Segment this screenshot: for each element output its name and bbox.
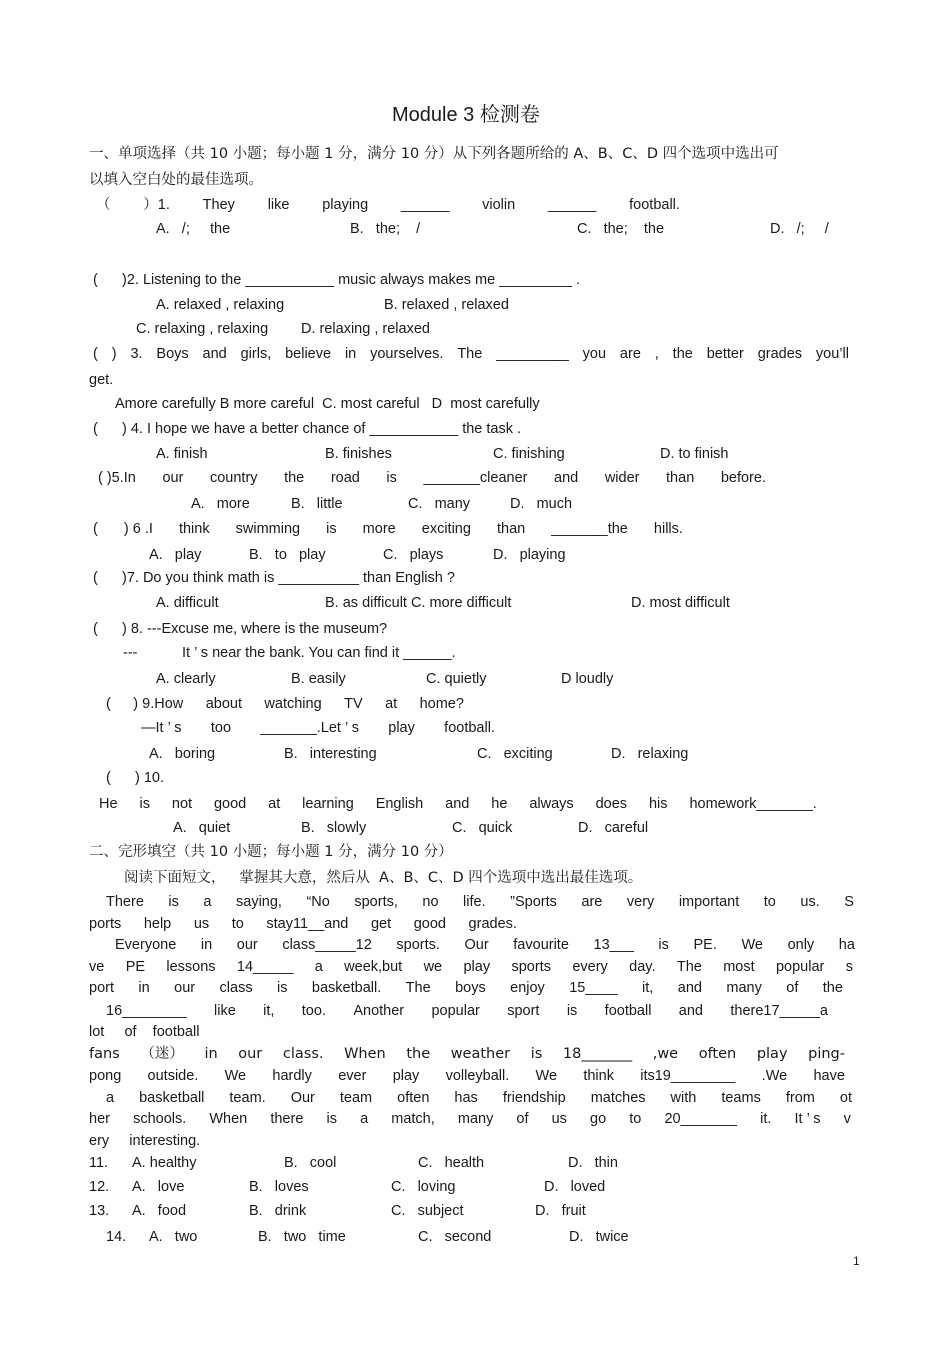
word: sports, (354, 894, 398, 910)
word: its19________ (640, 1068, 736, 1084)
word: a (314, 959, 323, 975)
word: grades. (468, 916, 517, 932)
word: us. (800, 894, 820, 910)
q14-number: 14. (106, 1229, 127, 1245)
word: wider (604, 470, 640, 486)
word: we (423, 959, 443, 975)
word: homework_______. (689, 796, 817, 812)
word: a (203, 894, 212, 910)
word: exciting (421, 521, 471, 537)
q14-option-d: D. twice (569, 1229, 629, 1245)
word: watching (264, 696, 322, 712)
q8-option-c: C. quietly (426, 671, 487, 687)
word: s (845, 959, 853, 975)
passage-line-4 (89, 958, 853, 976)
word: v (843, 1111, 851, 1127)
word: PE. (693, 937, 717, 953)
word: .We (761, 1068, 788, 1084)
passage-line-10 (106, 1089, 852, 1107)
q7-stem: ( )7. Do you think math is __________ than English ? (93, 570, 455, 586)
passage-line-12: ery interesting. (89, 1133, 201, 1149)
word: friendship (502, 1090, 566, 1106)
word: does (595, 796, 628, 812)
word: in (200, 937, 213, 953)
word: play (463, 959, 491, 975)
word: outside. (147, 1068, 199, 1084)
word: is (658, 937, 669, 953)
word: “No (306, 894, 330, 910)
word: favourite (513, 937, 569, 953)
q10-option-b: B. slowly (301, 820, 367, 836)
q14-option-b: B. two time (258, 1229, 346, 1245)
q12-option-d: D. loved (544, 1179, 606, 1195)
word: with (670, 1090, 697, 1106)
word: 20_______ (664, 1111, 738, 1127)
word: （ (96, 197, 111, 213)
word: 13___ (593, 937, 634, 953)
word: football (604, 1003, 652, 1019)
word: ）1. (143, 197, 170, 213)
passage-line-11 (89, 1110, 851, 1128)
q8-reply: It ’ s near the bank. You can find it ______. (182, 645, 456, 661)
word: stay11__and (266, 916, 349, 932)
q2-stem: ( )2. Listening to the ___________ music always makes me _________ . (93, 272, 580, 288)
q9-option-a: A. boring (149, 746, 216, 762)
word: We (535, 1068, 558, 1084)
word: are (581, 894, 603, 910)
word: When (344, 1046, 386, 1062)
word: We (224, 1068, 247, 1084)
word: team (339, 1090, 373, 1106)
word: Everyone (115, 937, 177, 953)
word: teams (721, 1090, 761, 1106)
page-title: Module 3 检测卷 (392, 104, 540, 126)
word: and (202, 346, 227, 362)
word: our (174, 980, 196, 996)
word: road (330, 470, 360, 486)
word: ( (106, 696, 111, 712)
q4-option-a: A. finish (156, 446, 208, 462)
word: is (530, 1046, 543, 1062)
q9-stem (106, 695, 464, 713)
q6-option-a: A. play (149, 547, 202, 563)
word: no (422, 894, 439, 910)
word: It ’ s (794, 1111, 821, 1127)
word: play (392, 1068, 420, 1084)
word: saying, (236, 894, 282, 910)
q6-option-b: B. to play (249, 547, 326, 563)
q4-option-c: C. finishing (493, 446, 565, 462)
word: class_____12 (282, 937, 372, 953)
word: football. (629, 197, 680, 213)
word: better (706, 346, 744, 362)
q13-option-c: C. subject (391, 1203, 464, 1219)
word: have (813, 1068, 845, 1084)
q5-option-b: B. little (291, 496, 343, 512)
word: Our (464, 937, 489, 953)
word: pong (89, 1068, 122, 1084)
q11-option-c: C. health (418, 1155, 485, 1171)
q8-stem: ( ) 8. ---Excuse me, where is the museum? (93, 621, 388, 637)
passage-line-7: lot of football (89, 1024, 200, 1040)
word: sports (511, 959, 551, 975)
word: only (787, 937, 815, 953)
word: When (209, 1111, 248, 1127)
word: there (270, 1111, 304, 1127)
word: weather (450, 1046, 511, 1062)
word: his (648, 796, 668, 812)
word: ever (338, 1068, 367, 1084)
q10-option-a: A. quiet (173, 820, 231, 836)
q12-option-a: A. love (132, 1179, 185, 1195)
q3-stem-cont: get. (89, 372, 114, 388)
q5-option-a: A. more (191, 496, 250, 512)
word: good (213, 796, 247, 812)
q4-option-b: B. finishes (325, 446, 392, 462)
word: ______ (400, 197, 450, 213)
word: _______cleaner (423, 470, 528, 486)
q5-stem (98, 469, 766, 487)
word: the (672, 346, 693, 362)
word: before. (720, 470, 766, 486)
q4-stem: ( ) 4. I hope we have a better chance of ___________ the task . (93, 421, 522, 437)
word: is (326, 521, 337, 537)
word: a (360, 1111, 369, 1127)
word: popular (431, 1003, 480, 1019)
word: play (388, 720, 415, 736)
q10-option-d: D. careful (578, 820, 649, 836)
word: than (666, 470, 695, 486)
q2-option-b: B. relaxed , relaxed (384, 297, 509, 313)
word: 3. (130, 346, 143, 362)
q13-option-b: B. drink (249, 1203, 307, 1219)
passage-line-3 (115, 936, 855, 954)
word: has (454, 1090, 478, 1106)
word: _______.Let ’ s (260, 720, 359, 736)
word: like (267, 197, 290, 213)
word: We (741, 937, 763, 953)
word: it. (760, 1111, 772, 1127)
word: ha (838, 937, 855, 953)
word: class. (282, 1046, 324, 1062)
word: to (629, 1111, 642, 1127)
word: sports. (396, 937, 440, 953)
word: to (763, 894, 776, 910)
word: ______ (547, 197, 597, 213)
section2-heading: 二、完形填空（共 10 小题；每小题 1 分，满分 10 分） (89, 844, 453, 860)
word: is (566, 1003, 578, 1019)
word: ”Sports (510, 894, 557, 910)
word: and (445, 796, 470, 812)
word: They (202, 197, 235, 213)
word: from (785, 1090, 815, 1106)
word: most (723, 959, 755, 975)
word: at (268, 796, 281, 812)
q10-option-c: C. quick (452, 820, 513, 836)
word: life. (463, 894, 486, 910)
q12-option-c: C. loving (391, 1179, 456, 1195)
word: country (209, 470, 258, 486)
q10-number: ( ) 10. (106, 770, 165, 786)
word: it, (642, 980, 654, 996)
word: often (698, 1046, 737, 1062)
q13-option-a: A. food (132, 1203, 187, 1219)
word: The (457, 346, 483, 362)
word: believe (285, 346, 332, 362)
word: basketball (139, 1090, 205, 1106)
q10-stem (99, 795, 817, 813)
word: lessons (166, 959, 216, 975)
word: than (496, 521, 526, 537)
q14-option-c: C. second (418, 1229, 492, 1245)
word: Another (353, 1003, 405, 1019)
word: is (168, 894, 179, 910)
word: in (344, 346, 357, 362)
word: very (626, 894, 655, 910)
word: ping- (808, 1046, 845, 1062)
q1-option-c: C. the; the (577, 221, 665, 237)
word: hardly (272, 1068, 312, 1084)
word: and (678, 1003, 703, 1019)
word: think (583, 1068, 614, 1084)
q2-option-c: C. relaxing , relaxing (136, 321, 269, 337)
word: and (554, 470, 579, 486)
word: 18_______ (562, 1046, 633, 1062)
word: it, (263, 1003, 275, 1019)
word: think (178, 521, 210, 537)
word: he (491, 796, 508, 812)
word: schools. (133, 1111, 187, 1127)
word: help (143, 916, 172, 932)
word: her (89, 1111, 110, 1127)
word: football. (444, 720, 495, 736)
word: Boys (156, 346, 189, 362)
word: yourselves. (370, 346, 444, 362)
q6-option-c: C. plays (383, 547, 444, 563)
word: the (284, 470, 305, 486)
word: ,we (652, 1046, 679, 1062)
word: to (231, 916, 244, 932)
passage-line-6 (106, 1002, 828, 1020)
word: basketball. (311, 980, 382, 996)
word: ot (839, 1090, 852, 1106)
word: team. (229, 1090, 266, 1106)
word: you (582, 346, 607, 362)
word: is (326, 1111, 337, 1127)
passage-line-9 (89, 1067, 845, 1085)
word: you’ll (815, 346, 849, 362)
word: ( )5.In (98, 470, 136, 486)
word: class (219, 980, 253, 996)
word: ( (93, 521, 98, 537)
word: of (516, 1111, 529, 1127)
word: matches (590, 1090, 646, 1106)
word: girls, (240, 346, 272, 362)
passage-line-5 (89, 979, 843, 997)
word: grades (757, 346, 803, 362)
word: our (162, 470, 184, 486)
q11-number: 11. (89, 1155, 109, 1171)
word: us (551, 1111, 567, 1127)
q8-option-d: D loudly (561, 671, 614, 687)
q8-option-b: B. easily (291, 671, 346, 687)
word: is (277, 980, 288, 996)
q7-option-d: D. most difficult (631, 595, 730, 611)
word: too (210, 720, 232, 736)
q1-stem (96, 196, 680, 214)
word: good (413, 916, 446, 932)
word: violin (482, 197, 516, 213)
word: our (236, 937, 258, 953)
word: get (370, 916, 392, 932)
word: S (844, 894, 854, 910)
q13-number: 13. (89, 1203, 110, 1219)
word: swimming (235, 521, 301, 537)
word: our (238, 1046, 263, 1062)
q13-option-d: D. fruit (535, 1203, 586, 1219)
passage-line-1 (106, 893, 854, 911)
q11-option-d: D. thin (568, 1155, 618, 1171)
word: is (139, 796, 150, 812)
word: TV (344, 696, 363, 712)
word: in (204, 1046, 218, 1062)
q11-option-b: B. cool (284, 1155, 337, 1171)
word: is (386, 470, 397, 486)
passage-line-2 (89, 915, 517, 933)
word: playing (322, 197, 369, 213)
q12-number: 12. (89, 1179, 110, 1195)
word: —It ’ s (141, 720, 182, 736)
q12-option-b: B. loves (249, 1179, 309, 1195)
word: ve (89, 959, 105, 975)
word: , (654, 346, 659, 362)
q14-option-a: A. two (149, 1229, 198, 1245)
word: there17_____a (730, 1003, 828, 1019)
word: The (676, 959, 702, 975)
section1-heading-cont: 以填入空白处的最佳选项。 (89, 172, 263, 188)
word: volleyball. (445, 1068, 510, 1084)
word: Our (290, 1090, 315, 1106)
word: more (362, 521, 396, 537)
page-number: 1 (853, 1254, 860, 1268)
word: He (99, 796, 118, 812)
q11-option-a: A. healthy (132, 1155, 197, 1171)
word: match, (391, 1111, 435, 1127)
word: PE (125, 959, 146, 975)
q9-option-c: C. exciting (477, 746, 553, 762)
q9-option-d: D. relaxing (611, 746, 689, 762)
q3-options: Amore carefully B more careful C. most careful D most carefully (115, 396, 540, 412)
word: go (590, 1111, 607, 1127)
word: enjoy (510, 980, 545, 996)
word: ) (111, 346, 117, 362)
q5-option-d: D. much (510, 496, 573, 512)
word: English (375, 796, 424, 812)
q8-reply-dash: --- (123, 645, 138, 661)
word: _______the (551, 521, 628, 537)
word: many (726, 980, 762, 996)
q8-option-a: A. clearly (156, 671, 216, 687)
q1-option-b: B. the; / (350, 221, 421, 237)
q6-option-d: D. playing (493, 547, 566, 563)
word: 16________ (106, 1003, 187, 1019)
word: not (171, 796, 193, 812)
word: boys (455, 980, 486, 996)
q2-option-a: A. relaxed , relaxing (156, 297, 285, 313)
word: of (786, 980, 799, 996)
word: often (397, 1090, 430, 1106)
q7-option-bc: B. as difficult C. more difficult (325, 595, 512, 611)
word: every (572, 959, 608, 975)
word: ( (93, 346, 98, 362)
word: 14_____ (236, 959, 294, 975)
word: many (457, 1111, 494, 1127)
word: play (756, 1046, 788, 1062)
q9-reply (141, 719, 495, 737)
word: in (138, 980, 150, 996)
word: and (677, 980, 702, 996)
section2-instruction: 阅读下面短文， 掌握其大意，然后从 A、B、C、D 四个选项中选出最佳选项。 (124, 870, 643, 886)
word: ) 9.How (133, 696, 184, 712)
section1-heading: 一、单项选择（共 10 小题；每小题 1 分，满分 10 分）从下列各题所给的 A、B、C、D 四个选项中选出可 (89, 146, 779, 162)
passage-line-8 (89, 1045, 845, 1063)
word: like (214, 1003, 236, 1019)
word: always (529, 796, 574, 812)
word: day. (629, 959, 656, 975)
q1-option-a: A. /; the (156, 221, 231, 237)
word: us (193, 916, 210, 932)
word: too. (301, 1003, 326, 1019)
q3-stem (93, 345, 849, 363)
word: are (619, 346, 641, 362)
word: ports (89, 916, 122, 932)
word: a (106, 1090, 115, 1106)
word: week,but (344, 959, 403, 975)
word: ) 6 .I (123, 521, 153, 537)
q7-option-a: A. difficult (156, 595, 219, 611)
q6-stem (93, 520, 683, 538)
word: the (406, 1046, 431, 1062)
word: The (405, 980, 431, 996)
word: learning (302, 796, 354, 812)
word: the (822, 980, 843, 996)
word: at (385, 696, 398, 712)
word: fans (89, 1046, 120, 1062)
q9-option-b: B. interesting (284, 746, 377, 762)
word: 15____ (569, 980, 618, 996)
word: sport (507, 1003, 540, 1019)
word: port (89, 980, 114, 996)
q1-option-d: D. /; / (770, 221, 829, 237)
word: hills. (653, 521, 683, 537)
q2-option-d: D. relaxing , relaxed (301, 321, 430, 337)
q5-option-c: C. many (408, 496, 471, 512)
word: _________ (496, 346, 569, 362)
q4-option-d: D. to finish (660, 446, 729, 462)
word: important (678, 894, 740, 910)
word: There (106, 894, 144, 910)
word: （迷） (140, 1046, 184, 1062)
word: about (205, 696, 242, 712)
word: home? (419, 696, 464, 712)
word: popular (775, 959, 825, 975)
